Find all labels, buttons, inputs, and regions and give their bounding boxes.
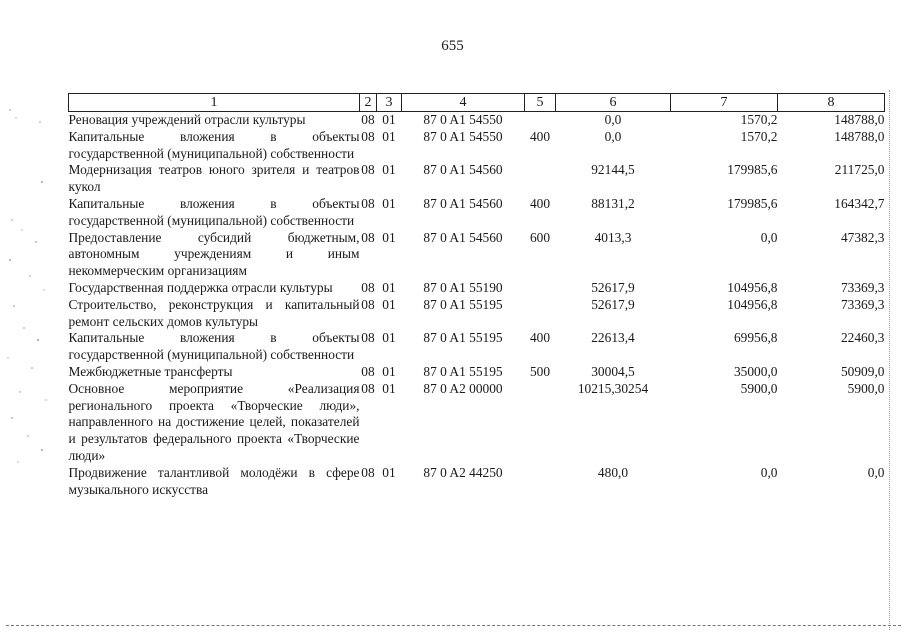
table-row <box>69 230 885 280</box>
row-value-8: 148788,0 <box>834 128 885 144</box>
row-subsection: 01 <box>382 279 396 295</box>
header-col-8: 8 <box>778 94 885 112</box>
row-subsection: 01 <box>382 128 396 144</box>
table-row <box>69 280 885 297</box>
header-col-7: 7 <box>671 94 778 112</box>
row-name: Строительство, реконструкция и капитальный ремонт сельских домов культуры <box>68 296 360 329</box>
table-header <box>69 94 885 112</box>
row-subsection: 01 <box>382 464 396 480</box>
row-section: 08 <box>361 128 375 144</box>
row-value-7: 1570,2 <box>740 112 778 127</box>
row-subsection: 01 <box>382 363 396 379</box>
scan-edge-bottom <box>6 625 901 626</box>
row-value-6: 22613,4 <box>591 330 635 346</box>
row-target-code: 87 0 A1 55190 <box>423 279 503 295</box>
row-value-6: 480,0 <box>597 464 629 480</box>
row-section: 08 <box>361 363 375 379</box>
row-target-code: 87 0 A1 54560 <box>423 229 503 245</box>
row-section: 08 <box>361 296 375 312</box>
table-row <box>69 162 885 196</box>
row-value-6: 92144,5 <box>591 162 635 178</box>
row-value-7: 179985,6 <box>727 162 778 178</box>
table-row <box>69 196 885 230</box>
row-target-code: 87 0 A1 55195 <box>423 363 503 379</box>
header-col-3: 3 <box>377 94 402 112</box>
row-name: Модернизация театров юного зрителя и театров кукол <box>68 162 360 195</box>
row-value-6: 0,0 <box>604 128 622 144</box>
row-name: Капитальные вложения в объекты государственной (муниципальной) собственности <box>68 195 360 228</box>
row-value-7: 179985,6 <box>727 195 778 211</box>
row-name: Предоставление субсидий бюджетным, автономным учреждениям и иным некоммерческим организациям <box>68 229 360 279</box>
row-value-6: 10215,30254 <box>577 380 649 396</box>
row-value-6: 88131,2 <box>591 195 635 211</box>
row-expense-type: 500 <box>529 363 551 379</box>
header-col-6: 6 <box>556 94 671 112</box>
row-target-code: 87 0 A2 44250 <box>423 464 503 480</box>
row-subsection: 01 <box>382 296 396 312</box>
row-value-6: 30004,5 <box>591 363 635 379</box>
row-target-code: 87 0 A1 54560 <box>423 162 503 178</box>
row-subsection: 01 <box>382 162 396 178</box>
row-section: 08 <box>361 330 375 346</box>
row-value-8: 47382,3 <box>840 229 885 245</box>
row-value-8: 148788,0 <box>834 112 885 127</box>
row-section: 08 <box>361 380 375 396</box>
row-expense-type <box>525 280 556 297</box>
row-expense-type: 600 <box>529 229 551 245</box>
row-target-code: 87 0 A1 54550 <box>423 128 503 144</box>
row-target-code: 87 0 A2 00000 <box>423 380 503 396</box>
header-col-1: 1 <box>69 94 360 112</box>
row-section: 08 <box>361 464 375 480</box>
row-section: 08 <box>361 279 375 295</box>
row-value-7: 69956,8 <box>733 330 778 346</box>
row-subsection: 01 <box>382 229 396 245</box>
row-subsection: 01 <box>382 380 396 396</box>
row-expense-type: 400 <box>529 195 551 211</box>
row-expense-type: 400 <box>529 128 551 144</box>
table-row <box>69 297 885 331</box>
row-value-6: 4013,3 <box>594 229 632 245</box>
row-value-7: 104956,8 <box>727 296 778 312</box>
row-target-code: 87 0 A1 54560 <box>423 195 503 211</box>
row-expense-type <box>525 112 556 129</box>
row-value-7: 5900,0 <box>740 380 778 396</box>
row-value-6: 52617,9 <box>591 279 635 295</box>
table-row <box>69 381 885 465</box>
table-row <box>69 330 885 364</box>
row-value-7: 104956,8 <box>727 279 778 295</box>
row-subsection: 01 <box>382 112 396 127</box>
row-target-code: 87 0 A1 54550 <box>423 112 503 127</box>
header-col-5: 5 <box>525 94 556 112</box>
row-value-6: 52617,9 <box>591 296 635 312</box>
row-name: Государственная поддержка отрасли культуры <box>68 279 333 295</box>
row-expense-type <box>525 381 556 465</box>
table-row <box>69 112 885 129</box>
row-name: Капитальные вложения в объекты государственной (муниципальной) собственности <box>68 330 360 363</box>
table-row <box>69 129 885 163</box>
table-row <box>69 364 885 381</box>
row-section: 08 <box>361 195 375 211</box>
row-section: 08 <box>361 229 375 245</box>
row-value-6: 0,0 <box>604 112 622 127</box>
row-expense-type <box>525 465 556 499</box>
row-section: 08 <box>361 162 375 178</box>
row-target-code: 87 0 A1 55195 <box>423 330 503 346</box>
row-expense-type <box>525 297 556 331</box>
row-value-8: 22460,3 <box>840 330 885 346</box>
row-value-8: 0,0 <box>867 464 885 480</box>
row-value-7: 35000,0 <box>733 363 778 379</box>
row-value-8: 73369,3 <box>840 279 885 295</box>
scan-noise <box>2 100 60 480</box>
row-subsection: 01 <box>382 330 396 346</box>
row-section: 08 <box>361 112 375 127</box>
row-expense-type: 400 <box>529 330 551 346</box>
row-name: Межбюджетные трансферты <box>68 363 233 379</box>
row-value-8: 211725,0 <box>834 162 885 178</box>
row-expense-type <box>525 162 556 196</box>
row-value-7: 0,0 <box>760 229 778 245</box>
page-number: 655 <box>441 38 464 54</box>
header-col-2: 2 <box>360 94 377 112</box>
header-col-4: 4 <box>402 94 525 112</box>
row-value-8: 73369,3 <box>840 296 885 312</box>
row-target-code: 87 0 A1 55195 <box>423 296 503 312</box>
scan-edge-right <box>889 90 890 630</box>
row-value-8: 50909,0 <box>840 363 885 379</box>
row-value-7: 1570,2 <box>740 128 778 144</box>
row-name: Продвижение талантливой молодёжи в сфере музыкального искусства <box>68 464 360 497</box>
table-body <box>69 112 885 499</box>
row-subsection: 01 <box>382 195 396 211</box>
row-name: Основное мероприятие «Реализация регионального проекта «Творческие люди», направленного на достижение целей, показателей и результатов федерального проекта «Творческие люди» <box>68 380 360 463</box>
header-row <box>69 94 885 112</box>
row-name: Капитальные вложения в объекты государственной (муниципальной) собственности <box>68 128 360 161</box>
row-name: Реновация учреждений отрасли культуры <box>68 112 306 127</box>
table-row <box>69 465 885 499</box>
row-value-8: 5900,0 <box>847 380 885 396</box>
row-value-8: 164342,7 <box>834 195 885 211</box>
row-value-7: 0,0 <box>760 464 778 480</box>
budget-table <box>68 93 885 498</box>
